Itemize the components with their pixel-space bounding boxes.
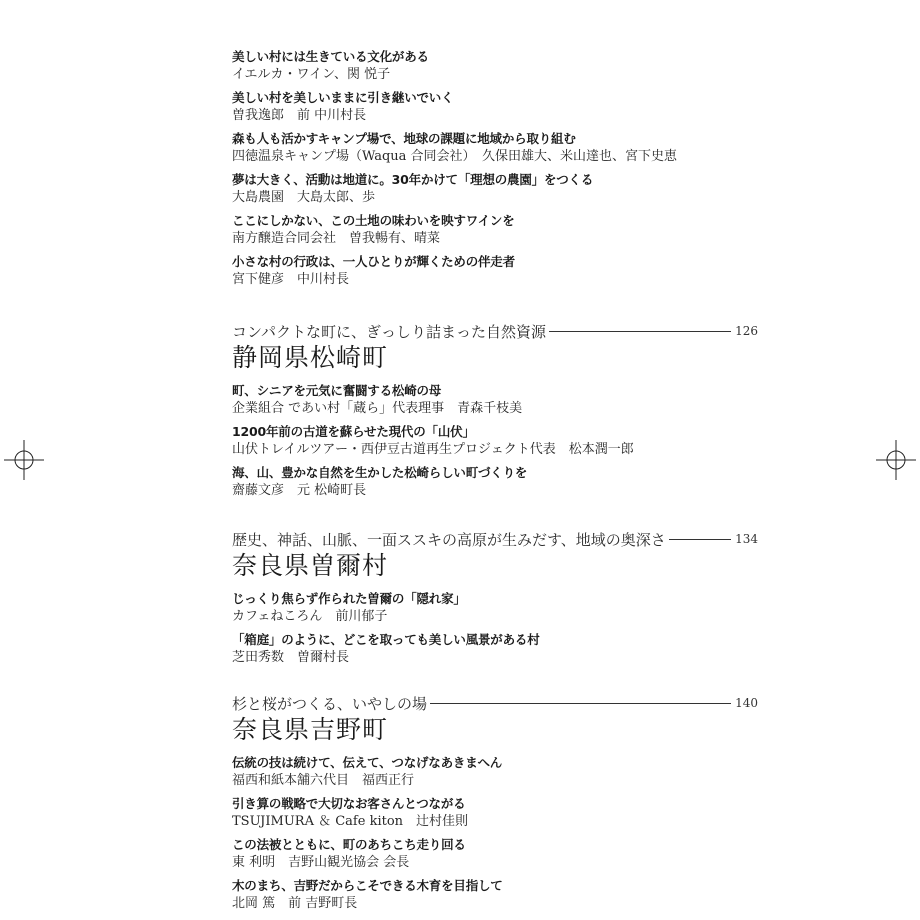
entry-title: 美しい村を美しいままに引き継いでいく bbox=[232, 90, 454, 105]
entry-title: この法被とともに、町のあちこち走り回る bbox=[232, 837, 466, 852]
entry-title: 海、山、豊かな自然を生かした松崎らしい町づくりを bbox=[232, 465, 528, 480]
toc-entry[interactable] bbox=[232, 171, 758, 207]
section-subtitle-row[interactable] bbox=[232, 320, 758, 342]
toc-entry[interactable] bbox=[232, 754, 758, 790]
entry-author: 大島農園 大島太郎、歩 bbox=[232, 190, 376, 205]
toc-section-yoshino bbox=[232, 692, 758, 918]
entry-author: 山伏トレイルツアー・西伊豆古道再生プロジェクト代表 松本潤一郎 bbox=[232, 442, 634, 457]
entry-title: じっくり焦らず作られた曽爾の「隠れ家」 bbox=[232, 591, 466, 606]
entry-title: 町、シニアを元気に奮闘する松崎の母 bbox=[232, 383, 442, 398]
registration-mark-left bbox=[4, 440, 44, 480]
entry-author: 芝田秀数 曽爾村長 bbox=[232, 650, 350, 665]
entry-title: 伝統の技は続けて、伝えて、つなげなあきまへん bbox=[232, 755, 503, 770]
toc-entry[interactable] bbox=[232, 212, 758, 248]
toc-entry[interactable] bbox=[232, 631, 758, 667]
section-subtitle-row[interactable] bbox=[232, 692, 758, 714]
entry-title: 「箱庭」のように、どこを取っても美しい風景がある村 bbox=[232, 632, 540, 647]
section-place-name: 奈良県吉野町 bbox=[232, 715, 389, 744]
section-subtitle: 歴史、神話、山脈、一面ススキの高原が生みだす、地域の奥深さ bbox=[232, 530, 666, 549]
entry-title: 小さな村の行政は、一人ひとりが輝くための伴走者 bbox=[232, 254, 515, 269]
entry-author: 南方醸造合同会社 曽我暢有、晴菜 bbox=[232, 231, 441, 246]
section-place-name: 奈良県曽爾村 bbox=[232, 551, 389, 580]
page-number: 126 bbox=[735, 324, 758, 338]
toc-entry[interactable] bbox=[232, 795, 758, 831]
toc-entry[interactable] bbox=[232, 89, 758, 125]
entry-title: 森も人も活かすキャンプ場で、地球の課題に地域から取り組む bbox=[232, 131, 576, 146]
leader-line bbox=[549, 331, 731, 332]
entry-title: 1200年前の古道を蘇らせた現代の「山伏」 bbox=[232, 424, 475, 439]
toc-entry[interactable] bbox=[232, 590, 758, 626]
toc-entry[interactable] bbox=[232, 130, 758, 166]
page-number: 140 bbox=[735, 696, 758, 710]
section-subtitle: コンパクトな町に、ぎっしり詰まった自然資源 bbox=[232, 322, 546, 341]
leader-line bbox=[430, 703, 731, 704]
leader-line bbox=[669, 539, 731, 540]
entry-title: ここにしかない、この土地の味わいを映すワインを bbox=[232, 213, 515, 228]
toc-entry[interactable] bbox=[232, 423, 758, 459]
entry-author: 福西和紙本舗六代目 福西正行 bbox=[232, 773, 415, 788]
toc-entry[interactable] bbox=[232, 382, 758, 418]
toc-entry[interactable] bbox=[232, 48, 758, 84]
entry-author: 東 利明 吉野山観光協会 会長 bbox=[232, 855, 410, 870]
entry-author: TSUJIMURA ＆ Cafe kiton 辻村佳則 bbox=[232, 814, 469, 829]
page-number: 134 bbox=[735, 532, 758, 546]
toc-entry[interactable] bbox=[232, 253, 758, 289]
toc-section-soni bbox=[232, 528, 758, 672]
section-place-name: 静岡県松崎町 bbox=[232, 343, 389, 372]
toc-entry[interactable] bbox=[232, 836, 758, 872]
section-subtitle: 杉と桜がつくる、いやしの場 bbox=[232, 694, 428, 713]
entry-author: 曽我逸郎 前 中川村長 bbox=[232, 108, 367, 123]
entry-title: 木のまち、吉野だからこそできる木育を目指して bbox=[232, 878, 503, 893]
entry-author: 北岡 篤 前 吉野町長 bbox=[232, 896, 358, 911]
entry-author: カフェねころん 前川郁子 bbox=[232, 609, 388, 624]
entry-author: 宮下健彦 中川村長 bbox=[232, 272, 350, 287]
toc-entry[interactable] bbox=[232, 464, 758, 500]
entry-author: 企業組合 であい村「蔵ら」代表理事 青森千枝美 bbox=[232, 401, 523, 416]
entry-author: 齋藤文彦 元 松崎町長 bbox=[232, 483, 367, 498]
entry-title: 引き算の戦略で大切なお客さんとつながる bbox=[232, 796, 466, 811]
entry-author: 四徳温泉キャンプ場（Waqua 合同会社） 久保田雄大、米山達也、宮下史恵 bbox=[232, 149, 678, 164]
toc-entry[interactable] bbox=[232, 877, 758, 913]
entry-title: 夢は大きく、活動は地道に。30年かけて「理想の農園」をつくる bbox=[232, 172, 594, 187]
registration-mark-right bbox=[876, 440, 916, 480]
toc-group-nagano bbox=[232, 48, 758, 294]
toc-section-matsuzaki bbox=[232, 320, 758, 505]
entry-title: 美しい村には生きている文化がある bbox=[232, 49, 429, 64]
section-subtitle-row[interactable] bbox=[232, 528, 758, 550]
entry-author: イエルカ・ワイン、関 悦子 bbox=[232, 67, 391, 82]
